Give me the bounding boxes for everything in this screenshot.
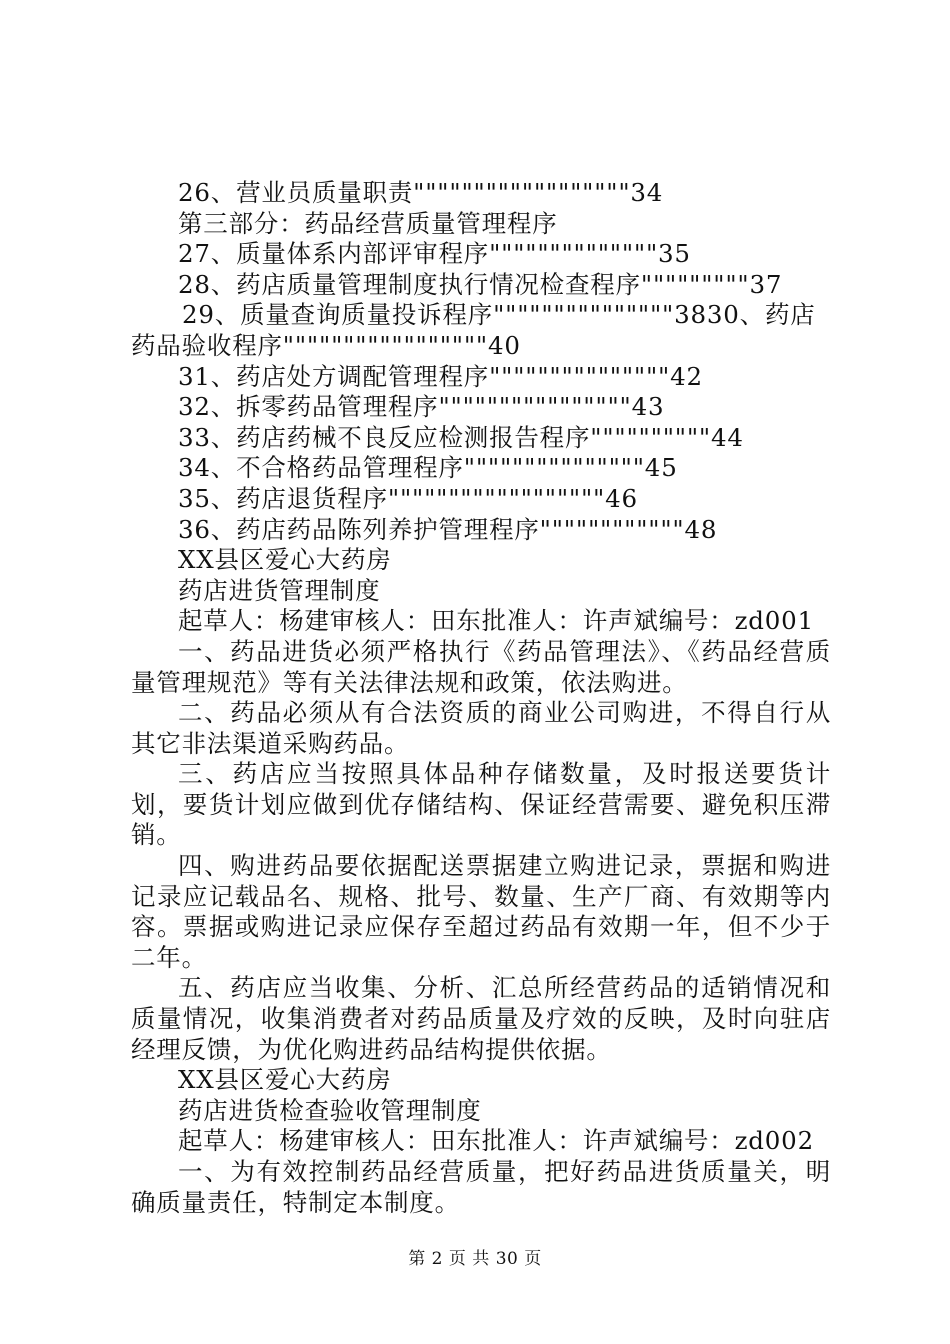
page-number-footer: 第 2 页 共 30 页	[408, 1249, 542, 1269]
section1-org-name: XX县区爱心大药房	[178, 545, 392, 575]
toc-line-33: 33、药店药械不良反应检测报告程序""""""""""44	[178, 422, 744, 452]
toc-line-36: 36、药店药品陈列养护管理程序""""""""""""48	[178, 514, 718, 544]
toc-line-26: 26、营业员质量职责""""""""""""""""""34	[178, 178, 664, 207]
section2-title: 药店进货检查验收管理制度	[178, 1095, 482, 1125]
toc-line-35: 35、药店退货程序""""""""""""""""""46	[178, 483, 638, 513]
toc-line-28: 28、药店质量管理制度执行情况检查程序"""""""""37	[178, 269, 783, 299]
toc-line-32: 32、拆零药品管理程序""""""""""""""""43	[178, 392, 665, 422]
toc-line-27: 27、质量体系内部评审程序""""""""""""""35	[178, 239, 691, 269]
section1-title: 药店进货管理制度	[178, 575, 381, 605]
section1-paragraph-2: 二、药品必须从有合法资质的商业公司购进，不得自行从其它非法渠道采购药品。	[131, 698, 831, 758]
toc-line-29-30: 29、质量查询质量投诉程序"""""""""""""""3830、药店药品验收程序"""""""""""""""""40	[131, 300, 816, 360]
section1-paragraph-5: 五、药店应当收集、分析、汇总所经营药品的适销情况和质量情况，收集消费者对药品质量及疗效的反映，及时向驻店经理反馈，为优化购进药品结构提供依据。	[131, 973, 831, 1064]
section1-paragraph-3: 三、药店应当按照具体品种存储数量，及时报送要货计划，要货计划应做到优存储结构、保证经营需要、避免积压滞销。	[131, 759, 831, 850]
toc-line-31: 31、药店处方调配管理程序"""""""""""""""42	[178, 361, 703, 391]
toc-line-34: 34、不合格药品管理程序"""""""""""""""45	[178, 453, 678, 483]
document-body	[131, 178, 831, 1218]
section1-meta: 起草人：杨建审核人：田东批准人：许声斌编号：zd001	[178, 606, 814, 636]
section2-paragraph-1: 一、为有效控制药品经营质量，把好药品进货质量关，明确质量责任，特制定本制度。	[131, 1157, 831, 1217]
toc-part-three-heading: 第三部分：药品经营质量管理程序	[178, 208, 558, 238]
section2-meta: 起草人：杨建审核人：田东批准人：许声斌编号：zd002	[178, 1126, 814, 1156]
section2-org-name: XX县区爱心大药房	[178, 1065, 392, 1095]
section1-paragraph-4: 四、购进药品要依据配送票据建立购进记录，票据和购进记录应记载品名、规格、批号、数量、生产厂商、有效期等内容。票据或购进记录应保存至超过药品有效期一年，但不少于二年。	[131, 851, 831, 972]
section1-paragraph-1: 一、药品进货必须严格执行《药品管理法》、《药品经营质量管理规范》等有关法律法规和政策，依法购进。	[131, 636, 831, 697]
